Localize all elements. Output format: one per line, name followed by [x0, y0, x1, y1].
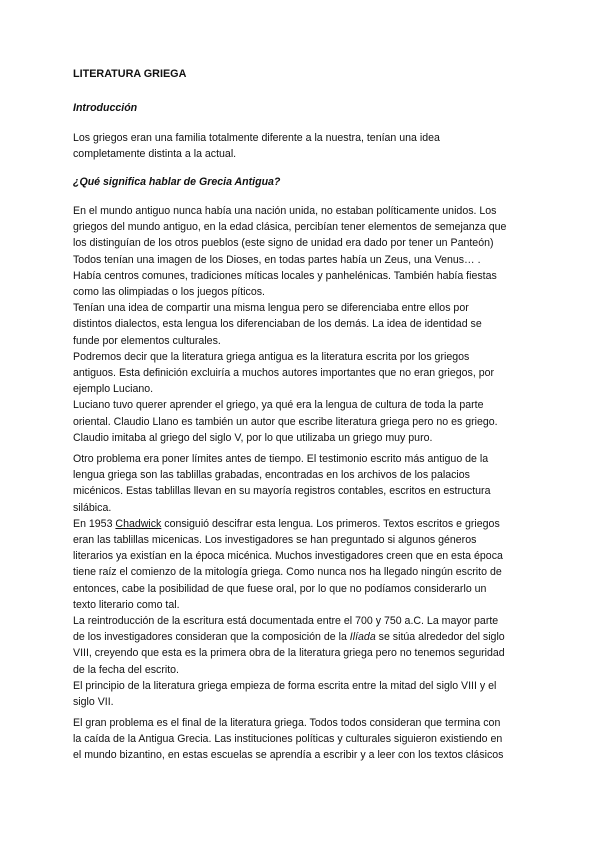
chadwick-link[interactable]: Chadwick: [115, 517, 162, 530]
text-line: eran las tablillas micenicas. Los investigadores se han preguntado si algunos géneros: [73, 534, 477, 547]
text-line: micénicos. Estas tablillas llevan en su mayoría registros contables, escritos en estructura: [73, 485, 491, 498]
text-line: [73, 516, 533, 532]
section-2-paragraph: [73, 451, 533, 710]
text-line: VIII, creyendo que esta es la primera obra de la literatura griega pero no tenemos seguridad: [73, 647, 505, 660]
text-line: silábica.: [73, 501, 112, 514]
question-heading: ¿Qué significa hablar de Grecia Antigua?: [73, 176, 281, 188]
text-line: Otro problema era poner límites antes de tiempo. El testimonio escrito más antiguo de la: [73, 453, 489, 465]
text-line: de la fecha del escrito.: [73, 663, 179, 676]
text-line: El principio de la literatura griega empieza de forma escrita entre la mitad del siglo VIII y el: [73, 679, 497, 692]
text-line: oriental. Claudio Llano es también un autor que escribe literatura griega pero no es griego.: [73, 415, 498, 428]
text-line: antiguos. Esta definición excluiría a muchos autores importantes que no eran griegos, por: [73, 367, 495, 380]
text-fragment: En 1953: [73, 517, 116, 530]
text-line: Los griegos eran una familia totalmente diferente a la nuestra, tenían una idea: [73, 132, 440, 144]
text-line: literarios ya existían en la época micénica. Muchos investigadores creen que en esta época: [73, 550, 503, 563]
text-line: Tenían una idea de compartir una misma lengua pero se diferenciaba entre ellos por: [73, 302, 469, 315]
text-line: Había centros comunes, tradiciones míticas locales y panhelénicas. También había fiestas: [73, 269, 497, 282]
text-fragment: se sitúa alrededor del siglo: [375, 631, 505, 644]
text-line: griegos del mundo antiguo, en la edad clásica, percibían tener elementos de semejanza que: [73, 221, 507, 234]
text-line: como las olimpiadas o los juegos píticos.: [73, 286, 265, 299]
text-line: En el mundo antiguo nunca había una nación unida, no estaban políticamente unidos. Los: [73, 205, 497, 217]
text-line: el mundo bizantino, en estas escuelas se aprendía a escribir y a leer con los textos clásicos: [73, 749, 504, 762]
iliada-title: Ilíada: [349, 631, 376, 644]
text-line: Todos tenían una imagen de los Dioses, en todas partes había un Zeus, una Venus… .: [73, 253, 481, 266]
text-line: Podremos decir que la literatura griega antigua es la literatura escrita por los griegos: [73, 350, 470, 363]
text-line: completamente distinta a la actual.: [73, 148, 237, 161]
text-line: distintos dialectos, esta lengua los diferenciaban de los demás. La idea de identidad se: [73, 318, 482, 331]
text-line: siglo VII.: [73, 696, 114, 709]
intro-paragraph: [73, 130, 533, 162]
text-line: ejemplo Luciano.: [73, 383, 154, 396]
text-line: [73, 629, 533, 645]
document-title: LITERATURA GRIEGA: [73, 68, 187, 80]
text-line: texto literario como tal.: [73, 598, 180, 611]
text-line: La reintroducción de la escritura está documentada entre el 700 y 750 a.C. La mayor parte: [73, 615, 499, 628]
section-1-paragraph: [73, 203, 533, 446]
text-line: Luciano tuvo querer aprender el griego, ya qué era la lengua de cultura de toda la parte: [73, 399, 484, 412]
intro-heading: Introducción: [73, 102, 138, 114]
text-line: los distinguían de los otros pueblos (este signo de unidad era dado por tener un Panteón): [73, 237, 494, 250]
text-fragment: de los investigadores consideran que la composición de la: [73, 631, 350, 644]
text-line: Claudio imitaba al griego del siglo V, por lo que utilizaba un griego muy puro.: [73, 431, 433, 444]
text-line: lengua griega son las tablillas grabadas, encontradas en los archivos de los palacios: [73, 469, 470, 482]
text-line: funde por elementos culturales.: [73, 334, 221, 347]
section-3-paragraph: [73, 715, 533, 764]
text-fragment: consiguió descifrar esta lengua. Los primeros. Textos escritos e griegos: [161, 517, 500, 530]
text-line: El gran problema es el final de la literatura griega. Todos todos consideran que termina con: [73, 717, 501, 729]
text-line: la caída de la Antigua Grecia. Las instituciones políticas y culturales siguieron existiendo en: [73, 733, 503, 746]
text-line: entonces, cabe la posibilidad de que fuese oral, por lo que no podíamos considerarlo un: [73, 582, 487, 595]
text-line: tiene raíz el comienzo de la mitología griega. Como nunca nos ha llegado ningún escrito de: [73, 566, 502, 579]
